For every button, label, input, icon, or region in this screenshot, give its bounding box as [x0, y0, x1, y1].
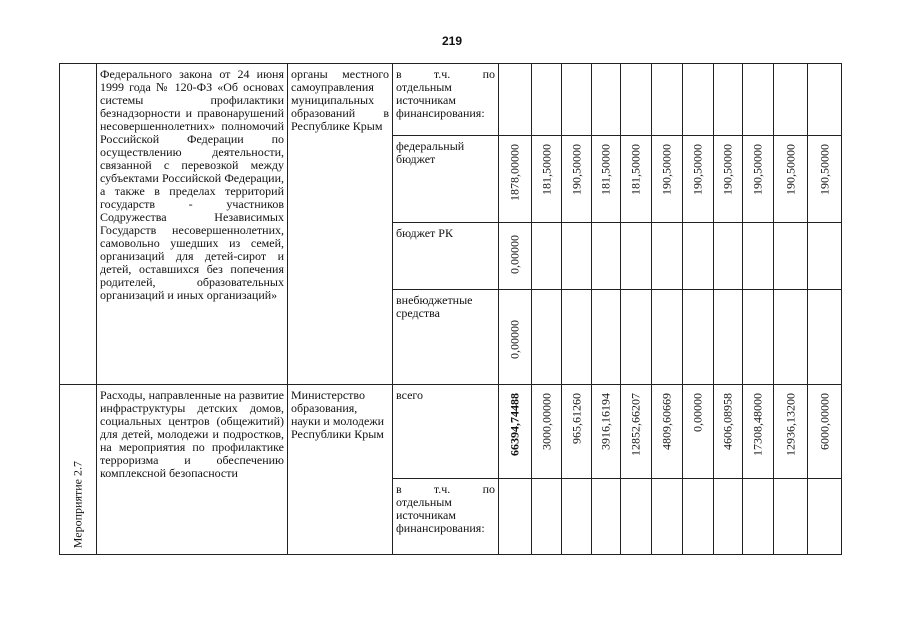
value-cell: 190,50000: [774, 136, 808, 223]
value-cell: 190,50000: [714, 136, 743, 223]
source-cell: федеральный бюджет: [393, 136, 499, 223]
measure-description: Расходы, направленные на развитие инфраструктуры детских домов, социальных центров (общежитий) для детей, молодежи и подростков, на мероприятия по профилактике терроризма и обеспечению комплексной безопасности: [97, 385, 288, 555]
value-cell: 17308,48000: [743, 385, 774, 479]
value-cell: 0,00000: [683, 385, 714, 479]
value-cell: 0,00000: [499, 223, 532, 290]
table-row: [60, 64, 842, 136]
value-cell: 12936,13200: [774, 385, 808, 479]
value-cell: 181,50000: [592, 136, 621, 223]
value-cell: 190,50000: [808, 136, 842, 223]
executor-cell: органы местного самоуправления муниципальных образований в Республике Крым: [288, 64, 393, 385]
source-cell: в т.ч. по отдельным источникам финансирования:: [393, 64, 499, 136]
financing-table: [59, 63, 842, 555]
measure-label-cell: [60, 385, 97, 555]
source-cell: в т.ч. по отдельным источникам финансирования:: [393, 479, 499, 555]
value-cell: 965,61260: [562, 385, 592, 479]
value-cell: 1878,00000: [499, 136, 532, 223]
measure-description: Федерального закона от 24 июня 1999 года № 120-ФЗ «Об основах системы профилактики безнадзорности и правонарушений несовершеннолетних» полномочий Российской Федерации по осуществлению деятельности, связанной с перевозкой между субъектами Российской Федерации, а также в пределах территорий государств - участников Содружества Независимых Государств несовершеннолетних, самовольно ушедших из семей, организаций для детей-сирот и детей, оставшихся без попечения родителей, образовательных организаций и иных организаций»: [97, 64, 288, 385]
executor-cell: Министерство образования, науки и молодежи Республики Крым: [288, 385, 393, 555]
value-cell: 3000,00000: [532, 385, 562, 479]
value-cell: 190,50000: [743, 136, 774, 223]
value-cell: 6000,00000: [808, 385, 842, 479]
value-cell: 4809,60669: [652, 385, 683, 479]
value-cell: 181,50000: [621, 136, 652, 223]
value-cell: 0,00000: [499, 290, 532, 385]
value-cell: 66394,74488: [499, 385, 532, 479]
page-number: 219: [441, 34, 463, 48]
value-cell: 190,50000: [683, 136, 714, 223]
source-cell: бюджет РК: [393, 223, 499, 290]
measure-label: Мероприятие 2.7: [70, 460, 85, 548]
source-cell: всего: [393, 385, 499, 479]
label-cell-empty: [60, 64, 97, 385]
value-cell: 190,50000: [652, 136, 683, 223]
value-cell: 181,50000: [532, 136, 562, 223]
value-cell: 12852,66207: [621, 385, 652, 479]
value-cell: 190,50000: [562, 136, 592, 223]
value-cell: 3916,16194: [592, 385, 621, 479]
source-cell: внебюджетные средства: [393, 290, 499, 385]
table-row: [60, 385, 842, 479]
value-cell: 4606,08958: [714, 385, 743, 479]
